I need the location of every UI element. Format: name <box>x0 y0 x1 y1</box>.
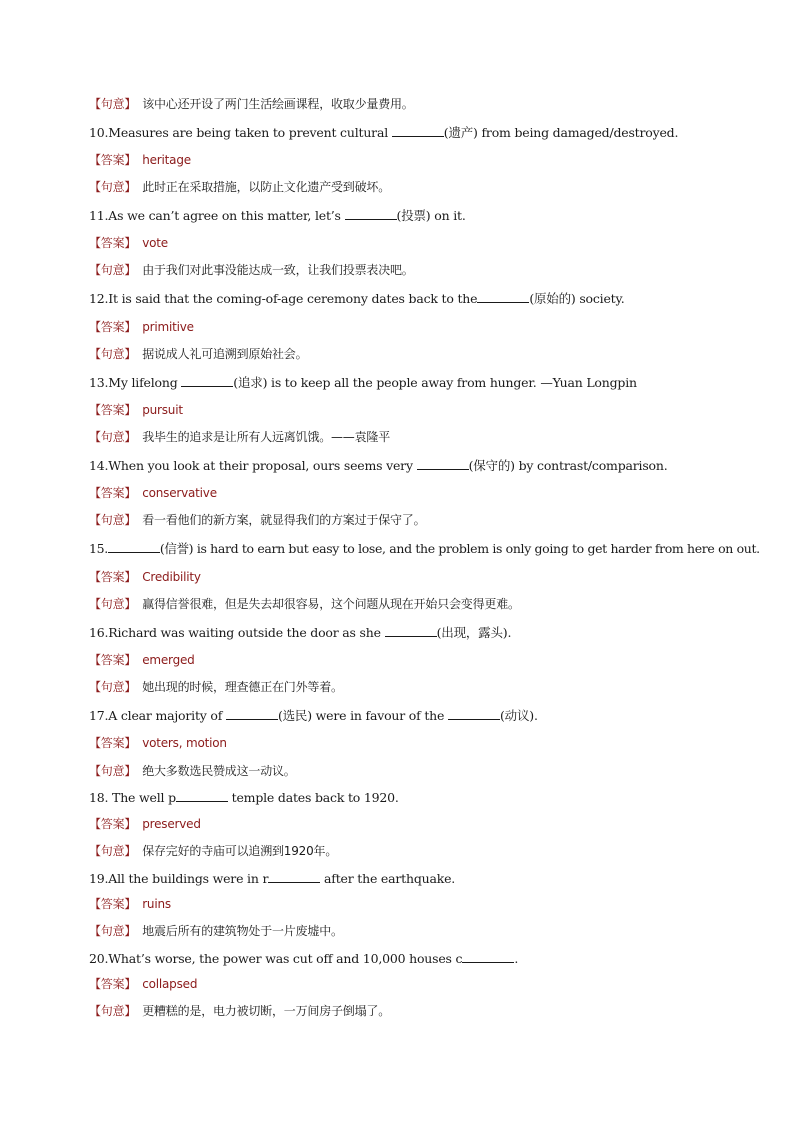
answer-tag: 【答案】 <box>89 236 137 250</box>
blank <box>448 708 500 720</box>
meaning-20 <box>89 1003 390 1019</box>
blank <box>176 790 228 802</box>
meaning-10 <box>89 179 390 195</box>
answer-18 <box>89 816 201 832</box>
answer-text: heritage <box>142 153 191 167</box>
blank <box>226 708 278 720</box>
answer-tag: 【答案】 <box>89 320 137 334</box>
answer-text: emerged <box>142 653 195 667</box>
answer-text: primitive <box>142 320 194 334</box>
question-18: 18. The well p temple dates back to 1920. <box>89 790 399 805</box>
blank <box>181 375 233 387</box>
blank <box>392 125 444 137</box>
question-11: 11.As we can’t agree on this matter, let’s (投票) on it. <box>89 208 466 223</box>
meaning-text: 更糟糕的是，电力被切断，一万间房子倒塌了。 <box>142 1004 391 1018</box>
answer-tag: 【答案】 <box>89 736 137 750</box>
question-19: 19.All the buildings were in r after the earthquake. <box>89 871 456 886</box>
blank <box>345 208 397 220</box>
meaning-tag: 【句意】 <box>89 347 137 361</box>
meaning-13 <box>89 429 390 445</box>
meaning-tag: 【句意】 <box>89 680 137 694</box>
answer-16 <box>89 652 195 668</box>
answer-text: preserved <box>142 817 201 831</box>
answer-tag: 【答案】 <box>89 977 137 991</box>
meaning-text: 地震后所有的建筑物处于一片废墟中。 <box>142 924 343 938</box>
answer-tag: 【答案】 <box>89 153 137 167</box>
answer-text: collapsed <box>142 977 198 991</box>
meaning-tag: 【句意】 <box>89 597 137 611</box>
meaning-text: 看一看他们的新方案，就显得我们的方案过于保守了。 <box>142 513 426 527</box>
meaning-11 <box>89 262 414 278</box>
answer-tag: 【答案】 <box>89 897 137 911</box>
meaning-tag: 【句意】 <box>89 764 137 778</box>
meaning-16 <box>89 679 343 695</box>
blank <box>385 625 437 637</box>
answer-tag: 【答案】 <box>89 817 137 831</box>
blank <box>108 541 160 553</box>
answer-text: Credibility <box>142 570 201 584</box>
question-15: 15. (信誉) is hard to earn but easy to lose, and the problem is only going to get harder from here on out. <box>89 541 760 556</box>
question-12: 12.It is said that the coming-of-age ceremony dates back to the (原始的) society. <box>89 291 625 306</box>
answer-19 <box>89 896 171 912</box>
meaning-text: 她出现的时候，理查德正在门外等着。 <box>142 680 343 694</box>
meaning-tag: 【句意】 <box>89 430 137 444</box>
blank <box>268 871 320 883</box>
answer-11 <box>89 235 168 251</box>
meaning-tag: 【句意】 <box>89 1004 137 1018</box>
meaning-15 <box>89 596 520 612</box>
meaning-12 <box>89 346 307 362</box>
meaning-14 <box>89 512 425 528</box>
answer-text: pursuit <box>142 403 183 417</box>
meaning-tag: 【句意】 <box>89 180 137 194</box>
answer-tag: 【答案】 <box>89 570 137 584</box>
meaning-text: 绝大多数选民赞成这一动议。 <box>142 764 296 778</box>
answer-text: conservative <box>142 486 217 500</box>
answer-text: ruins <box>142 897 171 911</box>
answer-13 <box>89 402 183 418</box>
meaning-text: 我毕生的追求是让所有人远离饥饿。——袁隆平 <box>142 430 391 444</box>
question-17: 17.A clear majority of (选民) were in favour of the (动议). <box>89 708 538 723</box>
meaning-text: 据说成人礼可追溯到原始社会。 <box>142 347 308 361</box>
question-14: 14.When you look at their proposal, ours seems very (保守的) by contrast/comparison. <box>89 458 668 473</box>
meaning-tag: 【句意】 <box>89 844 137 858</box>
meaning-text: 该中心还开设了两门生活绘画课程，收取少量费用。 <box>142 97 414 111</box>
meaning-17 <box>89 763 296 779</box>
blank <box>477 291 529 303</box>
question-10: 10.Measures are being taken to prevent cultural (遗产) from being damaged/destroyed. <box>89 125 679 140</box>
meaning-text: 此时正在采取措施，以防止文化遗产受到破坏。 <box>142 180 391 194</box>
answer-tag: 【答案】 <box>89 403 137 417</box>
meaning-tag: 【句意】 <box>89 924 137 938</box>
answer-17 <box>89 735 227 751</box>
meaning-tag: 【句意】 <box>89 263 137 277</box>
meaning-text: 赢得信誉很难，但是失去却很容易，这个问题从现在开始只会变得更难。 <box>142 597 520 611</box>
blank <box>462 951 514 963</box>
answer-12 <box>89 319 194 335</box>
answer-15 <box>89 569 201 585</box>
meaning-text: 由于我们对此事没能达成一致，让我们投票表决吧。 <box>142 263 414 277</box>
blank <box>417 458 469 470</box>
answer-tag: 【答案】 <box>89 486 137 500</box>
answer-text: voters, motion <box>142 736 227 750</box>
question-20: 20.What’s worse, the power was cut off and 10,000 houses c . <box>89 951 519 966</box>
answer-10 <box>89 152 191 168</box>
answer-text: vote <box>142 236 168 250</box>
top-meaning-line <box>89 96 414 112</box>
question-16: 16.Richard was waiting outside the door as she (出现，露头). <box>89 625 512 640</box>
answer-20 <box>89 976 197 992</box>
answer-tag: 【答案】 <box>89 653 137 667</box>
meaning-19 <box>89 923 343 939</box>
answer-14 <box>89 485 217 501</box>
meaning-18 <box>89 843 337 859</box>
question-13: 13.My lifelong (追求) is to keep all the people away from hunger. —Yuan Longpin <box>89 375 637 390</box>
meaning-tag: 【句意】 <box>89 513 137 527</box>
meaning-tag: 【句意】 <box>89 97 137 111</box>
meaning-text: 保存完好的寺庙可以追溯到1920年。 <box>142 844 338 858</box>
